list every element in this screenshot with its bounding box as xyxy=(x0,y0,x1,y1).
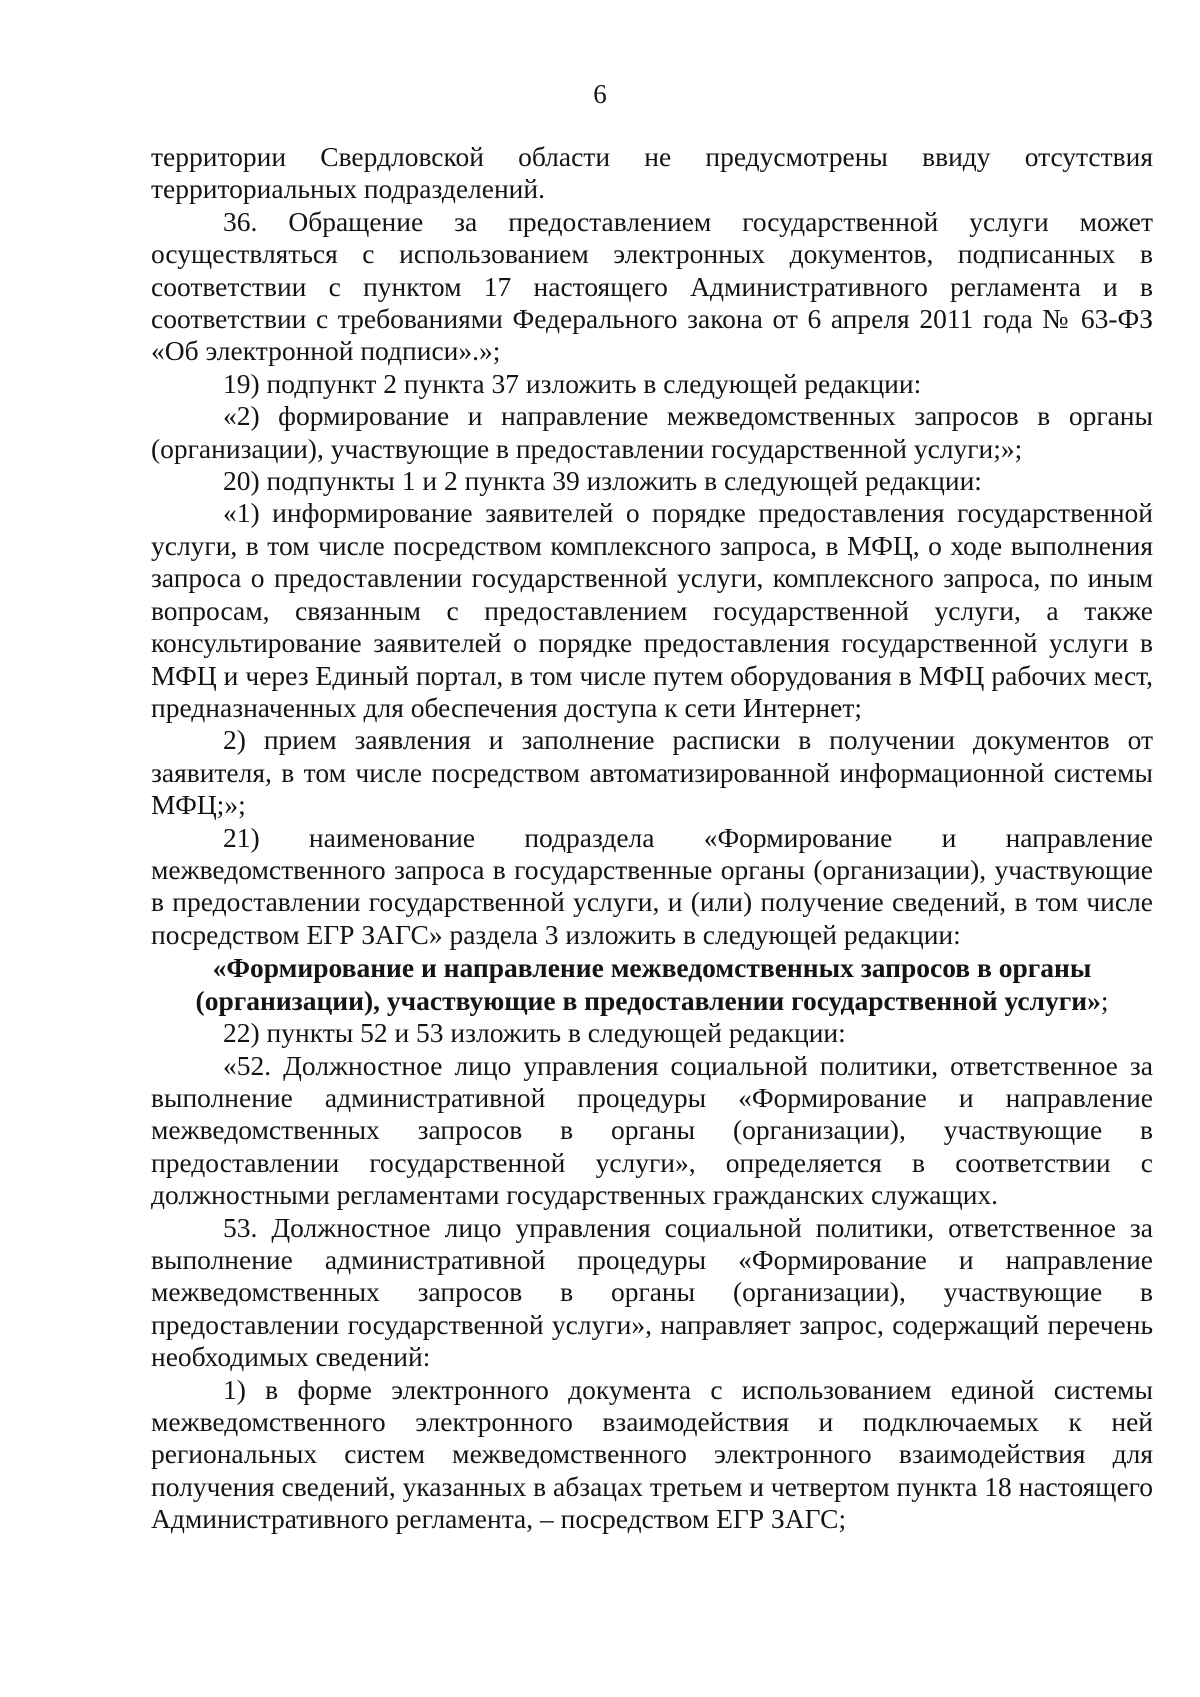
subsection-heading xyxy=(151,951,1153,1017)
paragraph-item-53-subitem-1: 1) в форме электронного документа с использованием единой системы межведомственного электронного взаимодействия и подключаемых к ней региональных систем межведомственного электронного взаимодействия для получения сведений, указанных в абзацах третьем и четвертом пункта 18 настоящего Административного регламента, – посредством ЕГР ЗАГС; xyxy=(151,1373,1153,1535)
page-number: 6 xyxy=(593,79,607,109)
paragraph-subitem-2: 2) прием заявления и заполнение расписки в получении документов от заявителя, в том числе посредством автоматизированной информационной системы МФЦ;»; xyxy=(151,724,1153,821)
subsection-heading-title: «Формирование и направление межведомственных запросов в органы (организации), участвующие в предоставлении государственной услуги» xyxy=(195,952,1101,1017)
paragraph-item-36: 36. Обращение за предоставлением государственной услуги может осуществляться с использованием электронных документов, подписанных в соответствии с пунктом 17 настоящего Административного регламента и в соответствии с требованиями Федерального закона от 6 апреля 2011 года № 63-ФЗ «Об электронной подписи».»; xyxy=(151,205,1153,367)
paragraph-amendment-21: 21) наименование подраздела «Формирование и направление межведомственного запроса в государственные органы (организации), участвующие в предоставлении государственной услуги, и (или) получение сведений, в том числе посредством ЕГР ЗАГС» раздела 3 изложить в следующей редакции: xyxy=(151,821,1153,950)
paragraph-amendment-22: 22) пункты 52 и 53 изложить в следующей редакции: xyxy=(223,1017,846,1049)
paragraph-amendment-19: 19) подпункт 2 пункта 37 изложить в следующей редакции: xyxy=(223,367,922,399)
paragraph-amendment-20: 20) подпункты 1 и 2 пункта 39 изложить в следующей редакции: xyxy=(223,465,982,497)
paragraph-continuation: территории Свердловской области не предусмотрены ввиду отсутствия территориальных подразделений. xyxy=(151,141,1153,205)
document-body xyxy=(151,141,1153,1536)
paragraph-item-52: «52. Должностное лицо управления социальной политики, ответственное за выполнение административной процедуры «Формирование и направление межведомственных запросов в органы (организации), участвующие в предоставлении государственной услуги», определяется в соответствии с должностными регламентами государственных гражданских служащих. xyxy=(151,1049,1153,1211)
subsection-heading-tail: ; xyxy=(1100,985,1109,1017)
paragraph-item-53: 53. Должностное лицо управления социальной политики, ответственное за выполнение административной процедуры «Формирование и направление межведомственных запросов в органы (организации), участвующие в предоставлении государственной услуги», направляет запрос, содержащий перечень необходимых сведений: xyxy=(151,1211,1153,1373)
paragraph-quoted-subitem-1: «1) информирование заявителей о порядке предоставления государственной услуги, в том числе посредством комплексного запроса, в МФЦ, о ходе выполнения запроса о предоставлении государственной услуги, комплексного запроса, по иным вопросам, связанным с предоставлением государственной услуги, а также консультирование заявителей о порядке предоставления государственной услуги в МФЦ и через Единый портал, в том числе путем оборудования в МФЦ рабочих мест, предназначенных для обеспечения доступа к сети Интернет; xyxy=(151,497,1153,723)
paragraph-quoted-subitem-2: «2) формирование и направление межведомственных запросов в органы (организации), участвующие в предоставлении государственной услуги;»; xyxy=(151,400,1153,464)
